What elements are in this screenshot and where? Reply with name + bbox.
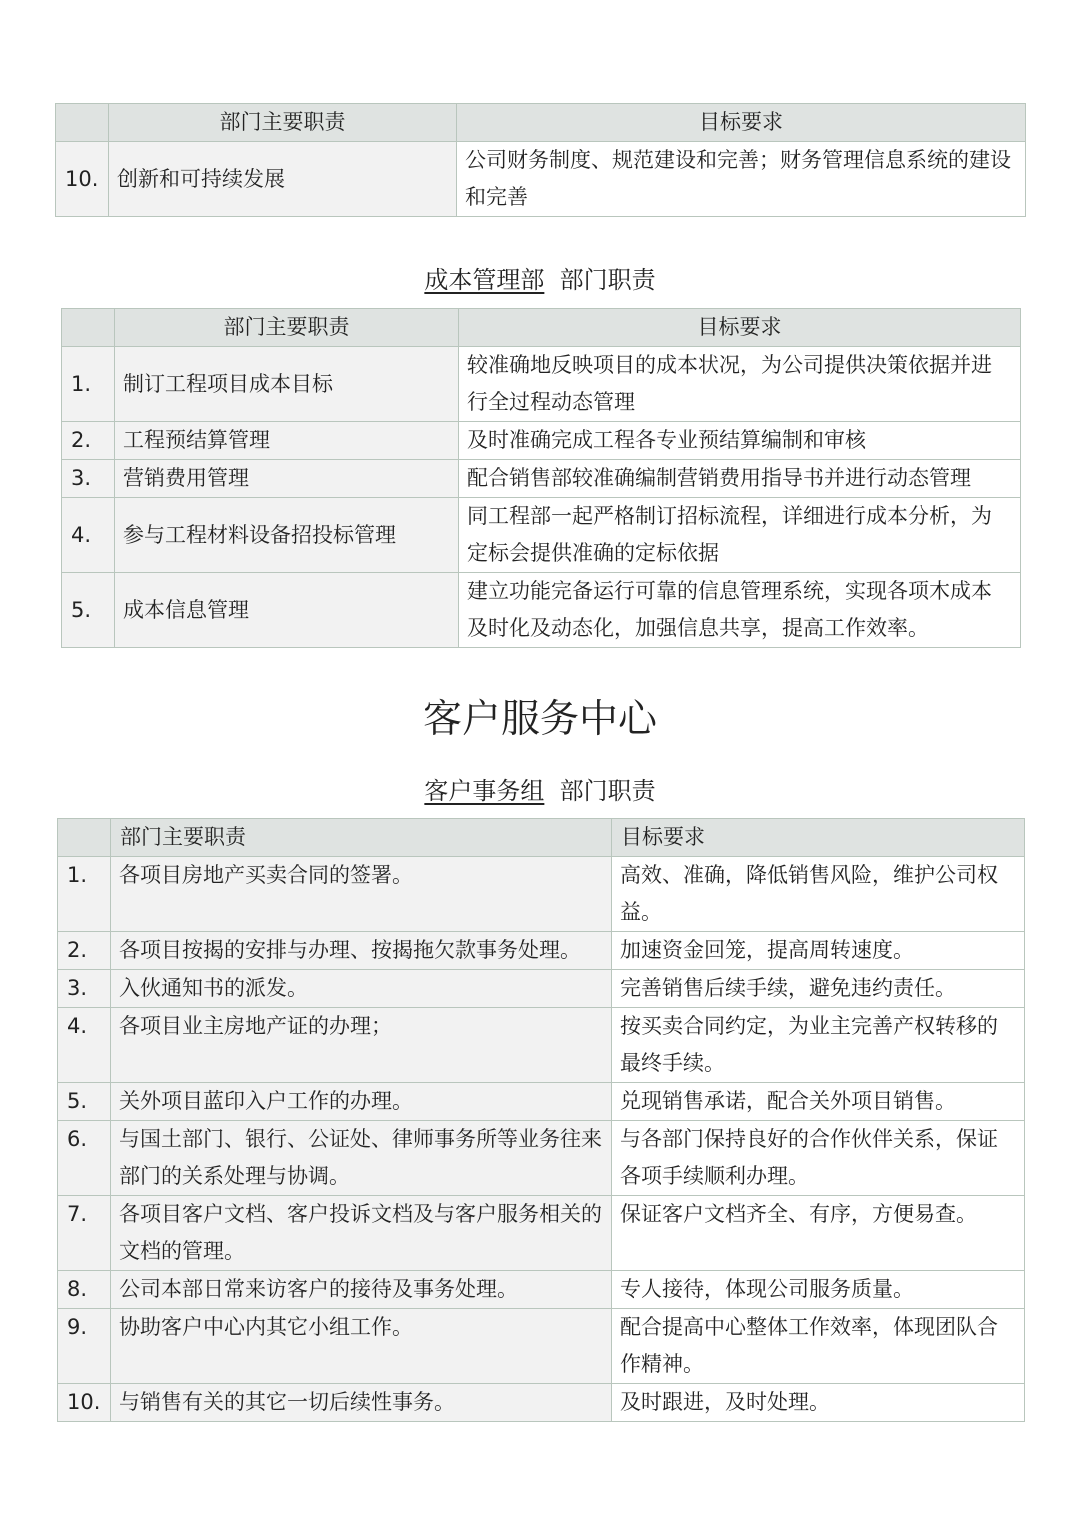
cost-section-title — [0, 264, 1080, 296]
row-target: 按买卖合同约定，为业主完善产权转移的最终手续。 — [612, 1008, 1025, 1083]
header-target: 目标要求 — [457, 104, 1026, 142]
row-number: 4. — [58, 1008, 111, 1083]
row-duty: 各项目客户文档、客户投诉文档及与客户服务相关的文档的管理。 — [111, 1196, 612, 1271]
row-duty: 创新和可持续发展 — [109, 142, 457, 217]
finance-duty-table — [55, 103, 1026, 217]
row-target: 高效、准确，降低销售风险，维护公司权益。 — [612, 857, 1025, 932]
row-duty: 营销费用管理 — [115, 460, 459, 498]
table-row — [58, 1271, 1025, 1309]
row-number: 8. — [58, 1271, 111, 1309]
table-row — [62, 347, 1021, 422]
table-row — [62, 422, 1021, 460]
row-duty: 与销售有关的其它一切后续性事务。 — [111, 1384, 612, 1422]
table-row — [56, 142, 1026, 217]
row-duty: 入伙通知书的派发。 — [111, 970, 612, 1008]
table-row — [58, 932, 1025, 970]
row-duty: 参与工程材料设备招投标管理 — [115, 498, 459, 573]
header-number — [62, 309, 115, 347]
header-duty: 部门主要职责 — [115, 309, 459, 347]
row-number: 2. — [62, 422, 115, 460]
row-target: 加速资金回笼，提高周转速度。 — [612, 932, 1025, 970]
row-number: 4. — [62, 498, 115, 573]
row-number: 9. — [58, 1309, 111, 1384]
table-row — [58, 1083, 1025, 1121]
cost-section-title-suffix: 部门职责 — [559, 266, 656, 294]
row-target: 兑现销售承诺，配合关外项目销售。 — [612, 1083, 1025, 1121]
row-target: 及时准确完成工程各专业预结算编制和审核 — [459, 422, 1021, 460]
row-duty: 制订工程项目成本目标 — [115, 347, 459, 422]
row-target: 完善销售后续手续，避免违约责任。 — [612, 970, 1025, 1008]
row-target: 配合销售部较准确编制营销费用指导书并进行动态管理 — [459, 460, 1021, 498]
row-number: 3. — [62, 460, 115, 498]
table-header-row — [62, 309, 1021, 347]
row-target: 公司财务制度、规范建设和完善；财务管理信息系统的建设和完善 — [457, 142, 1026, 217]
row-number: 5. — [58, 1083, 111, 1121]
center-title: 客户服务中心 — [422, 697, 657, 742]
row-target: 与各部门保持良好的合作伙伴关系，保证各项手续顺利办理。 — [612, 1121, 1025, 1196]
row-target: 同工程部一起严格制订招标流程，详细进行成本分析，为定标会提供准确的定标依据 — [459, 498, 1021, 573]
table-row — [58, 857, 1025, 932]
table-row — [58, 1196, 1025, 1271]
row-duty: 各项目业主房地产证的办理； — [111, 1008, 612, 1083]
header-target: 目标要求 — [612, 819, 1025, 857]
table-row — [58, 1008, 1025, 1083]
row-duty: 关外项目蓝印入户工作的办理。 — [111, 1083, 612, 1121]
row-duty: 公司本部日常来访客户的接待及事务处理。 — [111, 1271, 612, 1309]
customer-duty-table — [57, 818, 1025, 1422]
table-row — [58, 970, 1025, 1008]
row-number: 2. — [58, 932, 111, 970]
cost-duty-table — [61, 308, 1021, 648]
row-duty: 协助客户中心内其它小组工作。 — [111, 1309, 612, 1384]
table-row — [62, 573, 1021, 648]
row-duty: 工程预结算管理 — [115, 422, 459, 460]
row-number: 3. — [58, 970, 111, 1008]
cost-section-title-dept: 成本管理部 — [424, 266, 545, 294]
row-duty: 各项目房地产买卖合同的签署。 — [111, 857, 612, 932]
header-duty: 部门主要职责 — [109, 104, 457, 142]
row-target: 专人接待，体现公司服务质量。 — [612, 1271, 1025, 1309]
table-header-row — [56, 104, 1026, 142]
table-row — [58, 1384, 1025, 1422]
row-number: 1. — [58, 857, 111, 932]
table-header-row — [58, 819, 1025, 857]
row-number: 1. — [62, 347, 115, 422]
row-number: 6. — [58, 1121, 111, 1196]
header-target: 目标要求 — [459, 309, 1021, 347]
customer-section-title — [0, 775, 1080, 807]
table-row — [62, 460, 1021, 498]
table-row — [62, 498, 1021, 573]
customer-section-title-suffix: 部门职责 — [559, 777, 656, 805]
row-number: 7. — [58, 1196, 111, 1271]
row-number: 10. — [56, 142, 109, 217]
row-target: 较准确地反映项目的成本状况，为公司提供决策依据并进行全过程动态管理 — [459, 347, 1021, 422]
row-target: 及时跟进，及时处理。 — [612, 1384, 1025, 1422]
row-number: 10. — [58, 1384, 111, 1422]
row-duty: 成本信息管理 — [115, 573, 459, 648]
table-row — [58, 1309, 1025, 1384]
header-number — [56, 104, 109, 142]
row-target: 保证客户文档齐全、有序，方便易查。 — [612, 1196, 1025, 1271]
row-duty: 与国土部门、银行、公证处、律师事务所等业务往来部门的关系处理与协调。 — [111, 1121, 612, 1196]
row-duty: 各项目按揭的安排与办理、按揭拖欠款事务处理。 — [111, 932, 612, 970]
customer-section-title-dept: 客户事务组 — [424, 777, 545, 805]
table-row — [58, 1121, 1025, 1196]
row-target: 配合提高中心整体工作效率，体现团队合作精神。 — [612, 1309, 1025, 1384]
row-target: 建立功能完备运行可靠的信息管理系统，实现各项木成本及时化及动态化，加强信息共享，提高工作效率。 — [459, 573, 1021, 648]
header-duty: 部门主要职责 — [111, 819, 612, 857]
row-number: 5. — [62, 573, 115, 648]
header-number — [58, 819, 111, 857]
